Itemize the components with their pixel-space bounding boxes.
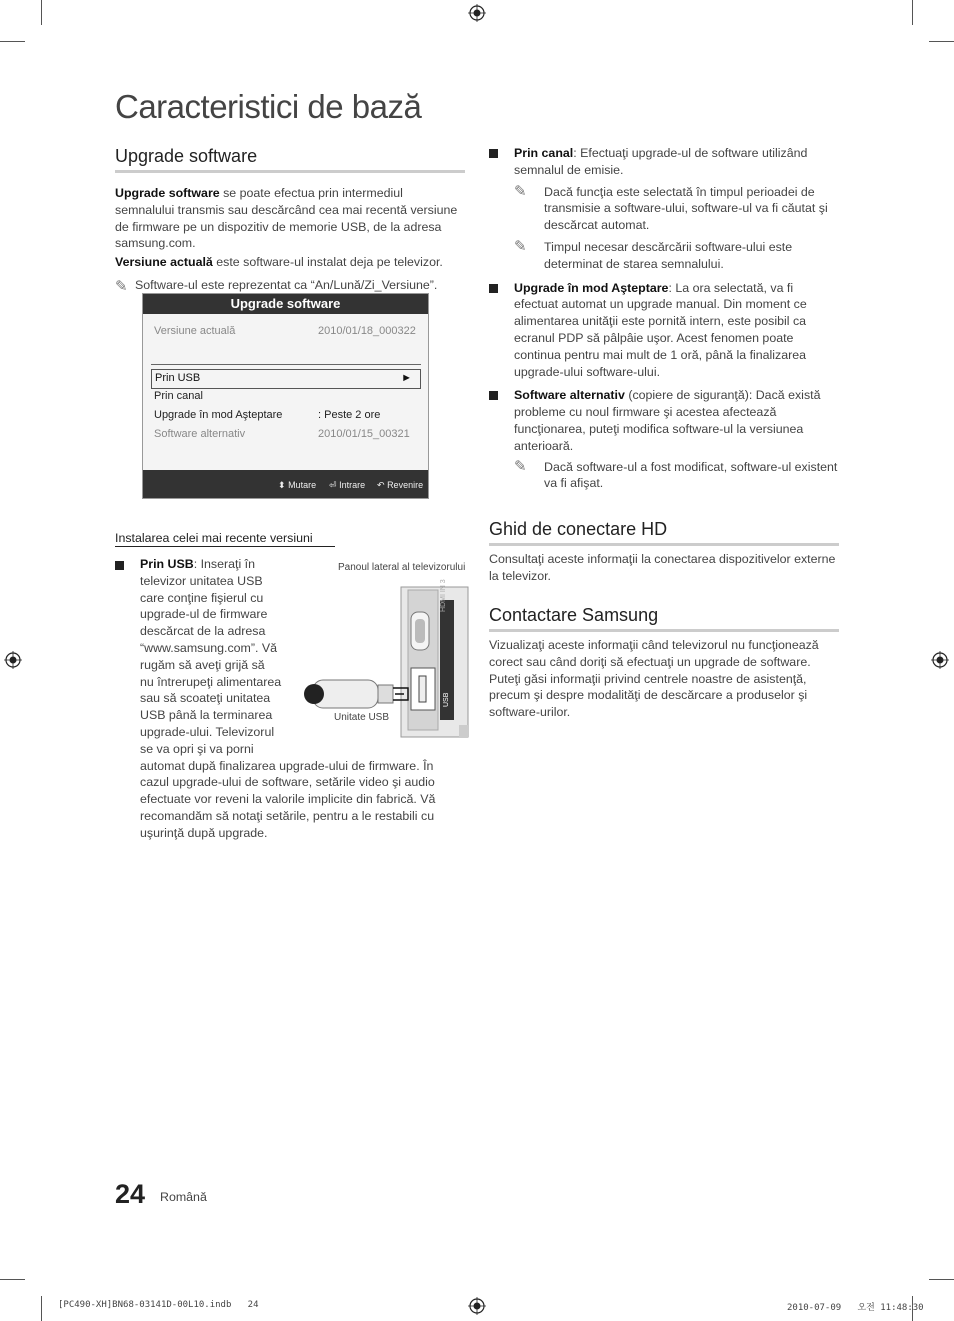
text-line: USB până la terminarea — [140, 708, 273, 723]
item-text — [514, 145, 839, 179]
text: : Inseraţi în — [193, 557, 255, 571]
term: Upgrade software — [115, 186, 220, 200]
bullet-square-icon — [489, 284, 498, 293]
note — [489, 459, 839, 493]
crop-mark — [41, 0, 42, 25]
crop-mark — [41, 1296, 42, 1321]
bullet-square-icon — [489, 149, 498, 158]
item-text — [514, 387, 839, 454]
osd-return-hint — [377, 480, 423, 491]
osd-alt-value: 2010/01/15_00321 — [318, 428, 410, 440]
osd-current-label: Versiune actuală — [154, 325, 236, 337]
alt-software-item — [489, 387, 839, 454]
text: : La ora selectată, va fi efectuat automat un upgrade manual. Din moment ce alimentarea unităţii este pornită intern, este posibil ca ecranul PDP să pâlpâie uşor. Acest fenomen poate continua pentru mai mult de 1 oră, până la finalizarea upgrade-ului software-ului. — [514, 280, 807, 379]
arrow-right-icon: ► — [401, 372, 412, 384]
install-subheading: Instalarea celei mai recente versiuni — [115, 531, 335, 547]
section-text: Vizualizaţi aceste informaţii când televizorul nu funcţionează corect sau când doriţi să efectuaţi un upgrade de software. Puteţi găsi informaţii privind centrele noastre de asistenţă, precum şi despre modalităţi de descărcare a produselor şi software-urilor. — [489, 638, 819, 720]
note-pencil-icon: ✎ — [514, 457, 527, 475]
osd-title: Upgrade software — [143, 294, 428, 314]
text: (copiere de siguranţă): Dacă există probleme cu noul firmware şi acestea afectează funcţionarea, puteţi modifica software-ul la versiunea anterioară. — [514, 388, 821, 453]
note-pencil-icon: ✎ — [514, 182, 527, 200]
registration-mark-icon — [468, 4, 486, 22]
crop-mark — [0, 41, 25, 42]
text-paragraph: automat după finalizarea upgrade-ului de firmware. În cazul upgrade-ului de software, setările video şi audio efectuate vor reveni la valorile implicite din fabrică. Vă recomandăm să notaţi setările, pentru a le restabili cu uşurinţă după upgrade. — [140, 758, 436, 840]
hd-guide-section — [489, 519, 839, 585]
page-language: Română — [160, 1190, 207, 1204]
osd-move-hint — [278, 480, 316, 491]
text: : Efectuaţi upgrade-ul de software utilizând semnalul de emisie. — [514, 146, 808, 177]
upgrade-section — [115, 146, 465, 296]
text-line: sau să scoateţi unitatea — [140, 691, 271, 706]
note-text: Dacă software-ul a fost modificat, software-ul existent va fi afişat. — [544, 459, 838, 491]
crop-mark — [929, 41, 954, 42]
text-line: “www.samsung.com”. Vă — [140, 640, 278, 655]
text: se poate efectua prin intermediul semnalului transmis sau descărcând cea mai recentă versiune de firmware pe un dispozitiv de memorie USB, de la adresa samsung.com. — [115, 186, 458, 251]
channel-item — [489, 145, 839, 179]
fig-usb-port-label — [443, 693, 450, 707]
osd-divider — [151, 364, 421, 365]
term: Prin USB — [140, 557, 194, 571]
port-label: HDMI IN 3 — [440, 579, 447, 612]
return-icon: ↶ — [377, 480, 385, 490]
page-title: Caracteristici de bază — [115, 88, 422, 125]
text-line: care conţine fişierul cu — [140, 590, 264, 605]
term: Versiune actuală — [115, 255, 213, 270]
enter-icon: ⏎ — [329, 480, 337, 490]
hint-label: Revenire — [387, 480, 424, 490]
current-version-text — [115, 254, 465, 271]
crop-mark — [929, 1279, 954, 1280]
fig-hdmi-label — [440, 579, 447, 612]
osd-current-value: 2010/01/18_000322 — [318, 325, 416, 337]
page-number: 24 — [115, 1179, 146, 1209]
osd-upgrade-menu — [142, 293, 429, 499]
item-text — [514, 280, 839, 381]
right-column — [489, 145, 839, 492]
text-line: upgrade-ul de firmware — [140, 607, 268, 622]
hint-label: Mutare — [288, 480, 317, 490]
registration-mark-icon — [931, 651, 949, 669]
registration-mark-icon — [468, 1297, 486, 1315]
note-pencil-icon: ✎ — [115, 277, 128, 295]
text-line: upgrade-ului. Televizorul — [140, 724, 275, 739]
section-heading: Upgrade software — [115, 146, 465, 173]
osd-item-usb[interactable] — [151, 369, 421, 389]
updown-arrow-icon: ⬍ — [278, 480, 286, 490]
text-line: rugăm să aveţi grijă să — [140, 657, 265, 672]
crop-mark — [0, 1279, 25, 1280]
text-line: descărcat de la adresa — [140, 624, 266, 639]
hint-label: Intrare — [339, 480, 366, 490]
text-line: televizor unitatea USB — [140, 573, 263, 588]
fig-panel-label: Panoul lateral al televizorului — [338, 562, 466, 573]
note-text: Timpul necesar descărcării software-ului este determinat de starea semnalului. — [544, 239, 793, 271]
term: Software alternativ — [514, 388, 625, 403]
text: este software-ul instalat deja pe televizor. — [212, 255, 443, 270]
bullet-square-icon — [115, 561, 124, 570]
registration-mark-icon — [4, 651, 22, 669]
note-text: Dacă funcţia este selectată în timpul perioadei de transmisie a software-ului, software-ul va fi căutat şi descărcat automat. — [544, 184, 828, 233]
upgrade-intro — [115, 185, 465, 252]
section-text: Consultaţi aceste informaţii la conectarea dispozitivelor externe la televizor. — [489, 552, 836, 583]
bullet-square-icon — [489, 391, 498, 400]
crop-mark — [912, 0, 913, 25]
contact-samsung-section — [489, 605, 839, 721]
term: Upgrade în mod Aşteptare — [514, 280, 669, 295]
note-pencil-icon: ✎ — [514, 237, 527, 255]
term: Prin canal — [514, 146, 574, 160]
note-text: Software-ul este reprezentat ca “An/Lună/Zi_Versiune”. — [135, 277, 438, 292]
osd-item-alt[interactable]: Software alternativ — [154, 428, 246, 440]
osd-enter-hint — [329, 480, 365, 491]
note — [489, 239, 839, 273]
note — [489, 184, 839, 234]
print-footer-file: [PC490-XH]BN68-03141D-00L10.indb 24 — [58, 1300, 259, 1310]
osd-item-standby[interactable]: Upgrade în mod Aşteptare — [154, 409, 283, 421]
port-label: USB — [443, 692, 450, 707]
osd-item-label: Prin USB — [155, 372, 201, 384]
section-heading: Contactare Samsung — [489, 605, 839, 632]
section-heading: Ghid de conectare HD — [489, 519, 839, 546]
fig-usb-label: Unitate USB — [334, 712, 390, 723]
print-footer-timestamp: 2010-07-09 오전 11:48:30 — [787, 1303, 924, 1313]
standby-item — [489, 280, 839, 381]
text-line: nu întrerupeţi alimentarea — [140, 674, 282, 689]
osd-item-channel[interactable]: Prin canal — [154, 390, 203, 402]
text-line: se va opri şi va porni — [140, 741, 254, 756]
osd-standby-value: : Peste 2 ore — [318, 409, 381, 421]
osd-footer — [143, 470, 428, 498]
